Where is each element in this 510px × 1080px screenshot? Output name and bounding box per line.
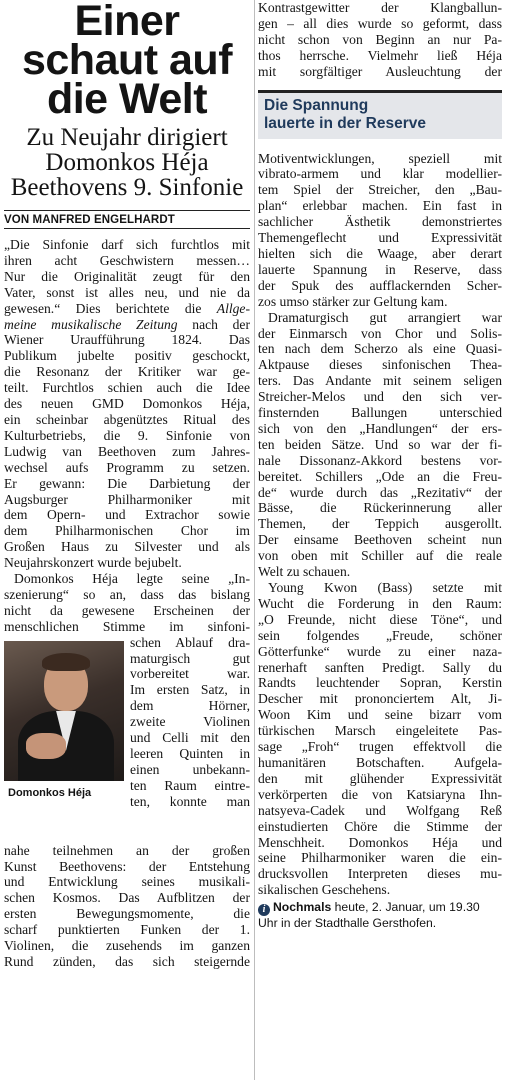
text-line: Vater, sonst ist alles neu, und nie da xyxy=(4,284,250,300)
text-line: leeren Quinten in xyxy=(130,746,250,761)
text-line: die Resonanz der Kritiker war ge- xyxy=(4,364,250,380)
text-line: scharf punktierten Funken der 1. xyxy=(4,922,250,938)
text-line: sikalischen Geschehens. xyxy=(258,882,391,898)
text-line: ihren acht Geschwistern messen… xyxy=(4,252,250,268)
text-line: und Celli mit den xyxy=(130,730,250,746)
text-line: ten, konnte man xyxy=(130,793,250,809)
text-line: und Entwicklung seines musikali- xyxy=(4,874,250,890)
subheadline xyxy=(4,125,250,200)
text-line: türkischen Marsch eingeleitete Pas- xyxy=(258,723,502,739)
text-line: einstudierten Chöre die Stimme der xyxy=(258,818,502,834)
conductor-photo xyxy=(4,641,124,781)
headline xyxy=(4,0,250,123)
text-line: nicht da gewesene Erscheinen der xyxy=(4,602,250,618)
photo-caption: Domonkos Héja xyxy=(8,786,92,799)
text-line: schen Ablauf dra- xyxy=(130,634,250,650)
body-text-left-2 xyxy=(4,843,250,970)
text-line: lauerte Spannung in Reserve, dass xyxy=(258,261,502,277)
text-line: Wucht die Forderung in den Raum: xyxy=(258,595,502,611)
text-line: drucksvollen Interpreten dieses mu- xyxy=(258,866,502,882)
note-line: Uhr in der Stadthalle Gersthofen. xyxy=(258,916,437,931)
text-line: sage „Froh“ trugen effektvoll die xyxy=(258,739,502,755)
text-line: menschlichen Stimme im sinfoni- xyxy=(4,618,250,634)
note-text: heute, 2. Januar, um 19.30 xyxy=(331,900,480,915)
text-line: Kunst Beethovens: der Entstehung xyxy=(4,858,250,874)
crosshead xyxy=(258,90,502,139)
text-line: sich von den „Handlungen“ der ers- xyxy=(258,420,502,436)
text-line: vorbereitet war. xyxy=(130,666,250,682)
text-line: Welt zu schauen. xyxy=(258,564,351,580)
text-line: Nur die Originalität zeugt für den xyxy=(4,268,250,284)
photo-block xyxy=(4,635,250,843)
text-line: Motiventwicklungen, speziell mit xyxy=(258,150,502,166)
body-text-right-1 xyxy=(258,0,502,80)
publication-name: meine musikalische Zeitung xyxy=(4,316,178,332)
text-line: Domonkos Héja legte seine „In- xyxy=(14,571,250,587)
text-fragment: nach der xyxy=(177,316,250,332)
text-line: den mit glühender Expressivität xyxy=(258,770,502,786)
text-line: Randts leuchtender Sopran, Kerstin xyxy=(258,675,502,691)
text-line: Streicher-Melos und den sich ver- xyxy=(258,389,502,405)
text-line: dem Philharmonischen Chor im xyxy=(4,523,250,539)
text-line: Götterfunke“ wurde zu einer naza- xyxy=(258,643,502,659)
text-line: der Spuk des aufflackernden Scher- xyxy=(258,277,502,293)
photo-hair xyxy=(42,653,90,671)
headline-line: schaut auf xyxy=(21,36,233,84)
text-line: renerhaft sanften Predigt. Sally du xyxy=(258,659,502,675)
text-line: dem Opern- und Extrachor sowie xyxy=(4,507,250,523)
text-line: verkörperten die von Katsiaryna Ihn- xyxy=(258,786,502,802)
body-text-photo-wrap xyxy=(130,635,250,810)
text-line: Violinen, die zusehends im ganzen xyxy=(4,938,250,954)
crosshead-line: Die Spannung xyxy=(264,96,369,114)
text-line: wechsel aufs Programm zu setzen. xyxy=(4,459,250,475)
text-line: Bässe, die Rückerinnerung aller xyxy=(258,500,502,516)
text-line: Aktpause dieses sinfonischen Thea- xyxy=(258,357,502,373)
text-fragment: gewesen.“ Dies berichtete die xyxy=(4,300,217,316)
text-line: Publikum jubelte positiv geschockt, xyxy=(4,348,250,364)
publication-name: Allge- xyxy=(216,300,250,316)
text-line: mit sorgfältiger Ausleuchtung der xyxy=(258,63,502,79)
text-line: Menschheit. Domonkos Héja und xyxy=(258,834,502,850)
info-icon: i xyxy=(258,904,270,916)
left-column xyxy=(4,0,250,970)
text-line: ersten Bewegungsmomente, die xyxy=(4,906,250,922)
text-line: Wiener Uraufführung 1824. Das xyxy=(4,332,250,348)
text-line: sein folgendes „Freude, schöner xyxy=(258,627,502,643)
text-line: Dramaturgisch gut arrangiert war xyxy=(268,309,502,325)
text-line: Kontrastgewitter der Klangballun- xyxy=(258,0,502,15)
text-line: „O Freunde, nicht diese Töne“, und xyxy=(258,611,502,627)
text-line: ein scheinbar abgenütztes Ritual des xyxy=(4,411,250,427)
note-line xyxy=(258,900,502,916)
text-line: plan“ erlebbar machen. Ein fast in xyxy=(258,198,502,214)
headline-line: Einer xyxy=(74,0,180,45)
right-column xyxy=(258,0,502,931)
text-line: schen Kosmos. Das Aufblitzen der xyxy=(4,890,250,906)
photo-hands xyxy=(26,733,66,759)
subheadline-line: Beethovens 9. Sinfonie xyxy=(10,174,244,201)
body-text-left-1 xyxy=(4,237,250,635)
text-line: Woon Kim und seine bizarr vom xyxy=(258,707,502,723)
event-note xyxy=(258,900,502,931)
text-line: zweite Violinen xyxy=(130,714,250,730)
text-line: Ludwig van Beethoven zum Jahres- xyxy=(4,443,250,459)
text-line: von oben mit Schiller auf die reale xyxy=(258,548,502,564)
text-line: sachlicher Ästhetik demonstriertes xyxy=(258,214,502,230)
text-line: Young Kwon (Bass) setzte mit xyxy=(268,580,502,595)
body-text-right-2 xyxy=(258,151,502,899)
text-line: thos herrsche. Vielmehr ließ Héja xyxy=(258,47,502,63)
text-line xyxy=(4,301,250,317)
crosshead-line: lauerte in der Reserve xyxy=(264,114,426,132)
text-line: de“ wurde durch das „Rezitativ“ der xyxy=(258,484,502,500)
text-line: ters. Das Andante mit seinem seligen xyxy=(258,373,502,389)
text-line: Er gewann: Die Darbietung der xyxy=(4,475,250,491)
text-line: dem Hörner, xyxy=(130,698,250,714)
text-line: Rund zünden, das sich steigernde xyxy=(4,954,250,969)
text-line: ten beiden Sätze. Und so war der fi- xyxy=(258,436,502,452)
text-line: Descher mit prononciertem Alt, Ji- xyxy=(258,691,502,707)
text-line: vibrato-armem und klar modellier- xyxy=(258,166,502,182)
text-line: nicht schon von Beginn an nur Pa- xyxy=(258,31,502,47)
text-line: der Einmarsch von Chor und Solis- xyxy=(258,325,502,341)
byline: VON MANFRED ENGELHARDT xyxy=(4,214,175,226)
text-line: bereitet. Schillers „Ode an die Freu- xyxy=(258,468,502,484)
subheadline-line: Zu Neujahr dirigiert xyxy=(26,124,228,151)
text-line: Themengeflecht und Expressivität xyxy=(258,230,502,246)
text-line xyxy=(4,317,250,333)
text-line: hielten sich die Waage, aber derart xyxy=(258,245,502,261)
note-label: Nochmals xyxy=(273,900,332,915)
text-line: teilt. Furchtlos schien auch die Idee xyxy=(4,380,250,396)
text-line: seine Philharmoniker waren die ein- xyxy=(258,850,502,866)
text-line: gen – all dies wurde so geformt, dass xyxy=(258,15,502,31)
text-line: ten nach dem Scherzo als eine Quasi- xyxy=(258,341,502,357)
text-line: finsternden Ballungen unterschied xyxy=(258,405,502,421)
column-divider xyxy=(254,0,255,1080)
text-line: Themen, der Teppich ausgerollt. xyxy=(258,516,502,532)
headline-line: die Welt xyxy=(46,75,208,123)
text-line: Kulturbetriebs, die 9. Sinfonie von xyxy=(4,427,250,443)
text-line: Neujahrskonzert wurde bejubelt. xyxy=(4,555,182,571)
text-line: des neuen GMD Domonkos Héja, xyxy=(4,396,250,412)
text-line: nale Dissonanz-Akkord bestens vor- xyxy=(258,452,502,468)
text-line: ten Raum eintre- xyxy=(130,777,250,793)
byline-bar xyxy=(4,210,250,229)
subheadline-line: Domonkos Héja xyxy=(45,149,209,176)
text-line: Der einsame Beethoven scheint nun xyxy=(258,532,502,548)
text-line: Im ersten Satz, in xyxy=(130,682,250,698)
text-line: einen unbekann- xyxy=(130,761,250,777)
text-line: maturgisch gut xyxy=(130,650,250,666)
text-line: nahe teilnehmen an der großen xyxy=(4,842,250,858)
text-line: Augsburger Philharmoniker mit xyxy=(4,491,250,507)
text-line: „Die Sinfonie darf sich furchtlos mit xyxy=(4,237,250,252)
text-line: zos umso stärker zur Geltung kam. xyxy=(258,293,448,309)
text-line: tem Spiel der Streicher, den „Bau- xyxy=(258,182,502,198)
text-line: natsyeva-Cadek und Wolfgang Reß xyxy=(258,802,502,818)
text-line: Großen Haus zu Silvester und als xyxy=(4,539,250,555)
text-line: humanitären Botschaften. Aufgela- xyxy=(258,754,502,770)
text-line: szenierung“ so an, dass das bislang xyxy=(4,586,250,602)
